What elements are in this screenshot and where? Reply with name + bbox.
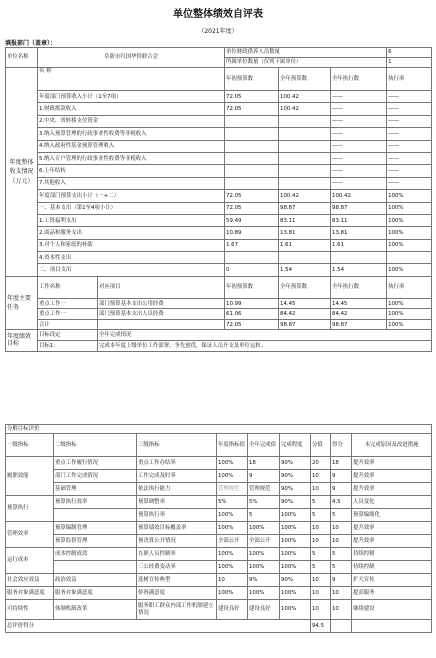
perf-header: 年度指标值	[217, 434, 248, 457]
perf-level3: 工作完成及时率	[137, 470, 217, 483]
budget-rate: 100%	[387, 190, 432, 202]
budget-row	[6, 214, 432, 226]
budget-annual	[279, 152, 331, 164]
perf-points: 9	[331, 470, 352, 483]
perf-target: 100%	[217, 470, 248, 483]
perf-level2: 预算编制管理	[54, 522, 137, 535]
perf-level3: 选树宣传典型	[137, 574, 217, 587]
table-cell	[352, 620, 432, 633]
budget-rate: 100%	[387, 202, 432, 214]
budget-col-header: 全年执行数	[331, 68, 387, 91]
budget-row	[6, 227, 432, 239]
perf-row	[6, 496, 432, 509]
budget-initial	[225, 140, 279, 152]
perf-row	[6, 600, 432, 620]
task-initial: 61.06	[225, 309, 279, 320]
perf-completion: 100%	[280, 509, 311, 522]
task-header-row	[6, 276, 432, 298]
perf-row	[6, 574, 432, 587]
perf-level2: 体制机制改革	[54, 600, 137, 620]
perf-score: 5	[311, 509, 331, 522]
task-header: 对应项目	[98, 276, 225, 298]
perf-completion: 100%	[280, 600, 311, 620]
budget-row	[6, 152, 432, 164]
perf-points: 10	[331, 600, 352, 620]
budget-row	[6, 252, 432, 264]
perf-level2: 服务对象满意度	[54, 587, 137, 600]
perf-reason: 继续建设	[352, 600, 432, 620]
budget-name-header: 名 称	[38, 68, 225, 91]
perf-points: 18	[331, 457, 352, 470]
performance-table	[5, 424, 432, 633]
budget-annual	[279, 140, 331, 152]
goal-side-label: 年度绩效目标	[6, 330, 38, 352]
budget-initial: 72.05	[225, 190, 279, 202]
perf-reason: 持续控制	[352, 548, 432, 561]
perf-section-row	[6, 425, 432, 434]
task-project: 部门预算基本支出公用经费	[98, 298, 225, 309]
budget-rate: ——	[387, 103, 432, 115]
task-row	[6, 319, 432, 330]
budget-item-name: 3.纳入预算管理的行政事业性收费等非税收入	[38, 128, 225, 140]
perf-score: 5	[311, 548, 331, 561]
perf-reason: 预算编细化	[352, 509, 432, 522]
perf-row	[6, 522, 432, 535]
budget-initial: 0	[225, 264, 279, 276]
task-name: 重点工作一	[38, 309, 98, 320]
budget-item-name: 1.财政拨款收入	[38, 103, 225, 115]
budget-item-name: 7.其他收入	[38, 177, 225, 189]
perf-actual: 100%	[248, 561, 280, 574]
budget-item-name: 1.工资福利支出	[38, 214, 225, 226]
perf-score: 5	[311, 496, 331, 509]
perf-completion: 90%	[280, 457, 311, 470]
perf-completion: 100%	[280, 548, 311, 561]
perf-target: 建设良好	[217, 600, 248, 620]
budget-rate: 100%	[387, 214, 432, 226]
budget-annual: 100.42	[279, 103, 331, 115]
task-executed: 14.45	[331, 298, 387, 309]
perf-score: 10	[311, 522, 331, 535]
perf-header: 全年完成值	[248, 434, 280, 457]
perf-header: 得分	[331, 434, 352, 457]
perf-level1: 管理效率	[6, 522, 54, 548]
budget-executed: ——	[331, 165, 387, 177]
budget-executed: ——	[331, 103, 387, 115]
perf-level2: 政治效益	[54, 574, 137, 587]
perf-header: 三级指标	[137, 434, 217, 457]
task-name: 重点工作一	[38, 298, 98, 309]
perf-row	[6, 587, 432, 600]
perf-level3: 侨眷满意度	[137, 587, 217, 600]
perf-actual: 5	[248, 509, 280, 522]
perf-level3: 重点工作办结率	[137, 457, 217, 470]
perf-row	[6, 561, 432, 574]
budget-annual	[279, 165, 331, 177]
sub-unit-value: 1	[387, 58, 432, 68]
budget-executed: 13.81	[331, 227, 387, 239]
perf-actual: 建设良好	[248, 600, 280, 620]
budget-initial	[225, 165, 279, 177]
budget-col-header: 执行率	[387, 68, 432, 91]
goal-row	[6, 330, 432, 341]
info-row	[6, 48, 432, 58]
perf-completion: 90%	[280, 496, 311, 509]
task-annual: 14.45	[279, 298, 331, 309]
perf-actual: 9%	[248, 574, 280, 587]
perf-target: 100%	[217, 548, 248, 561]
budget-item-name: 2.中央、省转移支付资金	[38, 115, 225, 127]
perf-level3: 预算调整率	[137, 496, 217, 509]
budget-annual: 1.61	[279, 239, 331, 251]
perf-reason: 提高服务	[352, 587, 432, 600]
budget-rate: ——	[387, 177, 432, 189]
perf-actual: 5%	[248, 496, 280, 509]
budget-item-name: 5.纳入专户管理的行政事业性收费等非税收入	[38, 152, 225, 164]
perf-reason: 提升效率	[352, 483, 432, 496]
perf-level3: 预算绩效目标覆盖率	[137, 522, 217, 535]
perf-level3: 预决算公开情况	[137, 535, 217, 548]
budget-initial: 1.67	[225, 239, 279, 251]
task-row	[6, 298, 432, 309]
unit-name-value: 阜新市归国华侨联合会	[38, 48, 225, 68]
task-rate: 100%	[387, 309, 432, 320]
perf-score: 10	[311, 483, 331, 496]
task-row	[6, 309, 432, 320]
budget-rate: ——	[387, 128, 432, 140]
perf-total-row	[6, 620, 432, 633]
perf-points: 5	[331, 509, 352, 522]
budget-annual: 100.42	[279, 91, 331, 103]
task-executed: 98.87	[331, 319, 387, 330]
perf-points: 9	[331, 574, 352, 587]
budget-rate: 100%	[387, 239, 432, 251]
perf-actual: 100%	[248, 587, 280, 600]
budget-rate: ——	[387, 140, 432, 152]
budget-item-name: 二、项目支出	[38, 264, 225, 276]
perf-level2: 基础管理	[54, 483, 137, 496]
perf-row	[6, 509, 432, 522]
budget-col-header: 年初预算数	[225, 68, 279, 91]
perf-reason: 提升效率	[352, 457, 432, 470]
self-evaluation-table-top	[5, 47, 432, 352]
perf-level3: 三公经费变动率	[137, 561, 217, 574]
perf-header: 二级指标	[54, 434, 137, 457]
budget-annual: 83.11	[279, 214, 331, 226]
budget-row	[6, 91, 432, 103]
budget-executed: ——	[331, 177, 387, 189]
budget-executed: ——	[331, 140, 387, 152]
perf-completion: 90%	[280, 483, 311, 496]
budget-row	[6, 140, 432, 152]
budget-rate: 100%	[387, 227, 432, 239]
budget-rate: ——	[387, 152, 432, 164]
budget-annual	[279, 115, 331, 127]
budget-item-name: 4.纳入政府性基金预算管理收入	[38, 140, 225, 152]
budget-initial: 72.05	[225, 103, 279, 115]
task-header: 全年执行数	[331, 276, 387, 298]
budget-item-name: 一、基本支出（第1至4项小计）	[38, 202, 225, 214]
budget-row	[6, 103, 432, 115]
page-title: 单位整体绩效自评表	[173, 9, 263, 20]
budget-initial: 10.89	[225, 227, 279, 239]
task-header: 执行率	[387, 276, 432, 298]
task-header: 年初预算数	[225, 276, 279, 298]
budget-annual: 100.42	[279, 190, 331, 202]
budget-rate: ——	[387, 165, 432, 177]
budget-item-name: 年度部门预算收入小计（1至7项）	[38, 91, 225, 103]
budget-annual	[279, 177, 331, 189]
perf-header: 完成程度	[280, 434, 311, 457]
budget-executed: 98.87	[331, 202, 387, 214]
budget-header-row	[6, 68, 432, 91]
goal-row	[6, 341, 432, 352]
perf-section-label: 分解目标评价	[6, 425, 432, 434]
budget-item-name: 4.资本性支出	[38, 252, 225, 264]
budget-side-label: 年度整体收支情况（万元）	[6, 68, 38, 277]
budget-initial: 72.05	[225, 91, 279, 103]
perf-level2: 成本控制成效	[54, 548, 137, 561]
task-header: 工作名称	[38, 276, 98, 298]
perf-score: 10	[311, 470, 331, 483]
goal-setting-value: 全年完成情况	[98, 330, 432, 341]
staff-count-label: 单位财政供养人员数量	[225, 48, 387, 58]
perf-completion: 90%	[280, 574, 311, 587]
budget-row	[6, 177, 432, 189]
perf-header: 分值	[311, 434, 331, 457]
total-score-value: 94.5	[311, 620, 331, 633]
perf-reason: 提升效率	[352, 522, 432, 535]
goal-1-label: 目标1：	[38, 341, 98, 352]
budget-annual	[279, 128, 331, 140]
task-project	[98, 319, 225, 330]
task-project: 部门预算基本支出人员经费	[98, 309, 225, 320]
budget-row	[6, 239, 432, 251]
perf-target: 100%	[217, 561, 248, 574]
perf-target: 100%	[217, 509, 248, 522]
perf-points: 10	[331, 522, 352, 535]
perf-level1: 可持续性	[6, 600, 54, 620]
perf-actual: 全部公开	[248, 535, 280, 548]
budget-item-name: 3.对个人和家庭的补助	[38, 239, 225, 251]
page-subtitle: （2021年度）	[198, 28, 238, 35]
budget-col-header: 全年预算数	[279, 68, 331, 91]
budget-executed: ——	[331, 91, 387, 103]
table-cell	[331, 620, 352, 633]
perf-row	[6, 470, 432, 483]
budget-annual: 1.54	[279, 264, 331, 276]
task-annual: 84.42	[279, 309, 331, 320]
perf-actual: 9	[248, 470, 280, 483]
perf-points: 5	[331, 561, 352, 574]
budget-initial	[225, 115, 279, 127]
perf-level1: 履职效能	[6, 457, 54, 496]
perf-row	[6, 548, 432, 561]
perf-level3: 在职人员控制率	[137, 548, 217, 561]
perf-header: 一级指标	[6, 434, 54, 457]
budget-row	[6, 165, 432, 177]
perf-level2: 预算监督管理	[54, 535, 137, 548]
budget-executed: ——	[331, 152, 387, 164]
task-rate: 100%	[387, 319, 432, 330]
perf-row	[6, 483, 432, 496]
perf-row	[6, 457, 432, 470]
perf-level1: 服务对象满意度	[6, 587, 54, 600]
budget-row	[6, 202, 432, 214]
perf-actual: 18	[248, 457, 280, 470]
perf-level3: 依法执行能力	[137, 483, 217, 496]
perf-completion: 100%	[280, 522, 311, 535]
task-header: 全年预算数	[279, 276, 331, 298]
task-initial: 10.99	[225, 298, 279, 309]
perf-target: 5%	[217, 496, 248, 509]
perf-header-row	[6, 434, 432, 457]
perf-level3: 服务职工群众内部工作机制建立情况	[137, 600, 217, 620]
budget-rate: ——	[387, 91, 432, 103]
perf-target: 管理规范	[217, 483, 248, 496]
budget-executed: 1.54	[331, 264, 387, 276]
task-initial: 72.05	[225, 319, 279, 330]
perf-target: 100%	[217, 587, 248, 600]
budget-initial	[225, 152, 279, 164]
budget-executed: 83.11	[331, 214, 387, 226]
budget-initial: 72.05	[225, 202, 279, 214]
perf-level3: 预算执行率	[137, 509, 217, 522]
budget-row	[6, 264, 432, 276]
perf-completion: 100%	[280, 587, 311, 600]
budget-initial	[225, 252, 279, 264]
budget-rate: ——	[387, 115, 432, 127]
task-annual: 98.87	[279, 319, 331, 330]
budget-annual: 98.87	[279, 202, 331, 214]
perf-level2: 部门工作完成情况	[54, 470, 137, 483]
fill-unit-label: 填报部门（盖章）：	[5, 40, 57, 47]
budget-rate	[387, 252, 432, 264]
budget-executed: ——	[331, 115, 387, 127]
perf-target: 100%	[217, 457, 248, 470]
budget-executed: ——	[331, 128, 387, 140]
budget-row	[6, 190, 432, 202]
perf-score: 10	[311, 587, 331, 600]
perf-level1: 预算执行	[6, 496, 54, 522]
perf-points: 10	[331, 535, 352, 548]
perf-points: 9	[331, 483, 352, 496]
perf-reason: 提升效率	[352, 470, 432, 483]
perf-score: 20	[311, 457, 331, 470]
perf-score: 5	[311, 561, 331, 574]
perf-completion: 100%	[280, 561, 311, 574]
perf-score: 10	[311, 600, 331, 620]
perf-points: 10	[331, 587, 352, 600]
goal-setting-label: 目标设定	[38, 330, 98, 341]
perf-score: 10	[311, 535, 331, 548]
budget-initial	[225, 128, 279, 140]
perf-completion: 100%	[280, 535, 311, 548]
perf-level2: 预算执行效率	[54, 496, 137, 509]
budget-executed: 100.42	[331, 190, 387, 202]
perf-target: 100%	[217, 522, 248, 535]
staff-count-value: 6	[387, 48, 432, 58]
budget-item-name: 6.上年结转	[38, 165, 225, 177]
perf-reason: 扩大宣传	[352, 574, 432, 587]
task-name: 合计	[38, 319, 98, 330]
budget-item-name: 年度部门预算支出小计（一+二）	[38, 190, 225, 202]
unit-name-label: 单位名称	[6, 48, 38, 68]
budget-row	[6, 115, 432, 127]
perf-score: 10	[311, 574, 331, 587]
task-executed: 84.42	[331, 309, 387, 320]
perf-reason: 人员变化	[352, 496, 432, 509]
perf-actual: 100%	[248, 522, 280, 535]
perf-completion: 90%	[280, 470, 311, 483]
budget-rate: 100%	[387, 264, 432, 276]
perf-row	[6, 535, 432, 548]
perf-points: 4.5	[331, 496, 352, 509]
task-side-label: 年度主要任务	[6, 276, 38, 330]
total-score-label: 总评价得分	[6, 620, 311, 633]
perf-reason: 持续控制	[352, 561, 432, 574]
budget-initial: 59.49	[225, 214, 279, 226]
goal-1-value: 完成本年度上级单位工作部署，争先创优，保证人员开支及单位运转。	[98, 341, 432, 352]
perf-level1: 运行成本	[6, 548, 54, 574]
perf-level2	[54, 509, 137, 522]
perf-level1: 社会效应效益	[6, 574, 54, 587]
sub-unit-label: 所属单位数量（仅列下属单位）	[225, 58, 387, 68]
perf-level2	[54, 561, 137, 574]
perf-target: 10	[217, 574, 248, 587]
task-rate: 100%	[387, 298, 432, 309]
budget-row	[6, 128, 432, 140]
perf-actual: 管理规范	[248, 483, 280, 496]
budget-item-name: 2.商品和服务支出	[38, 227, 225, 239]
perf-header: 未完成原因及改进措施	[352, 434, 432, 457]
budget-initial	[225, 177, 279, 189]
perf-target: 全部公开	[217, 535, 248, 548]
budget-annual: 13.81	[279, 227, 331, 239]
perf-level2: 重点工作履行情况	[54, 457, 137, 470]
perf-actual: 100%	[248, 548, 280, 561]
budget-executed: 1.61	[331, 239, 387, 251]
perf-reason: 提升效率	[352, 535, 432, 548]
budget-executed	[331, 252, 387, 264]
perf-points: 5	[331, 548, 352, 561]
budget-annual	[279, 252, 331, 264]
